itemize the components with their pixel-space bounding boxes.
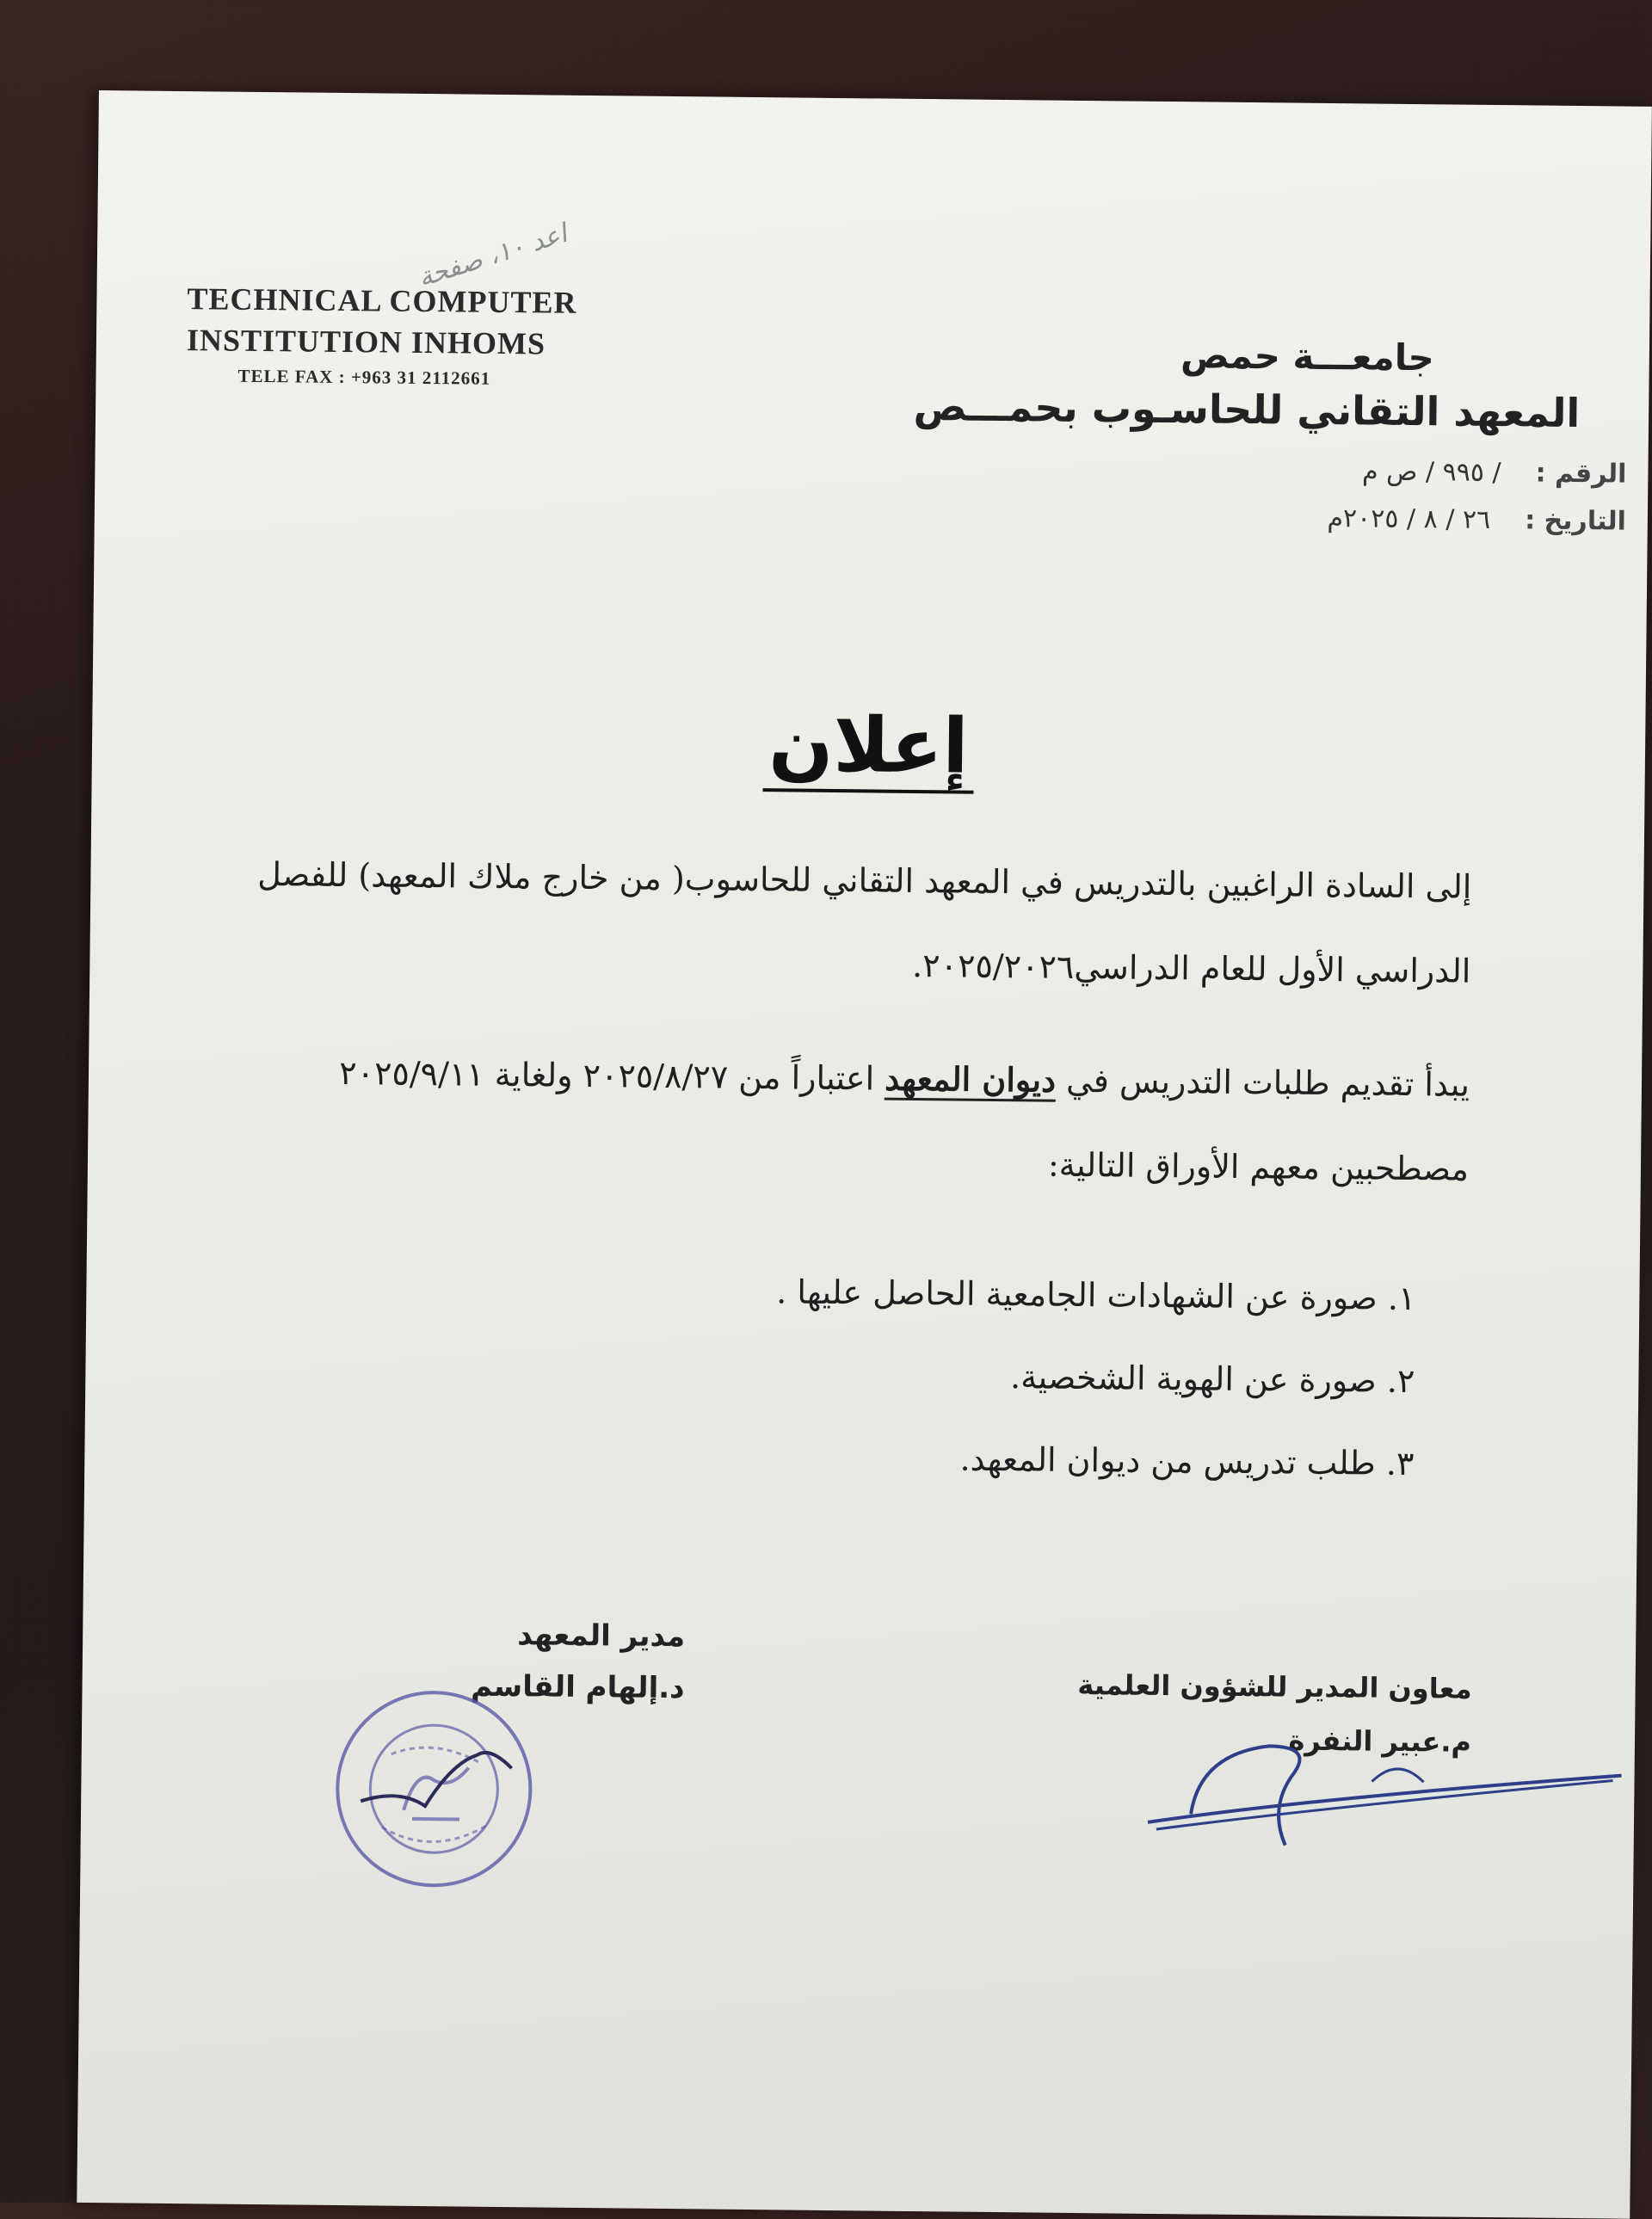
title-text: إعلان (763, 700, 974, 794)
director-name: د.إلهام القاسم (470, 1668, 685, 1706)
list-item: ٢. صورة عن الهوية الشخصية. (1009, 1358, 1415, 1401)
director-title: مدير المعهد (517, 1618, 686, 1655)
letterhead-line1: TECHNICAL COMPUTER (187, 281, 577, 320)
deputy-handwritten-signature (1139, 1719, 1652, 1853)
announcement-document (77, 90, 1652, 2219)
requirements-list (774, 1250, 1416, 1505)
letterhead-line2: INSTITUTION INHOMS (186, 323, 546, 361)
document-title (92, 693, 1646, 798)
reference-label: الرقم : (1535, 458, 1627, 490)
list-item: ١. صورة عن الشهادات الجامعية الحاصل عليها . (776, 1273, 1416, 1318)
pencil-note: اعد ١٠، صفحة (414, 218, 571, 293)
date-label: التاريخ : (1525, 505, 1627, 537)
list-item: ٣. طلب تدريس من ديوان المعهد. (959, 1439, 1415, 1483)
deputy-name: م.عبير النفرة (1288, 1723, 1472, 1759)
institute-name: المعهد التقاني للحاسـوب بحمـــص (913, 382, 1581, 437)
deputy-title: معاون المدير للشؤون العلمية (1077, 1668, 1472, 1705)
english-letterhead (186, 280, 669, 391)
paragraph2-after: اعتباراً من ٢٠٢٥/٨/٢٧ ولغاية ٢٠٢٥/٩/١١ مصطحبين معهم الأوراق التالية: (339, 1053, 1470, 1188)
paragraph2-before: يبدأ تقديم طلبات التدريس في (1055, 1061, 1470, 1104)
paragraph2-emphasis: ديوان المعهد (885, 1059, 1056, 1102)
official-seal-stamp (330, 1685, 556, 1911)
date-value: ٢٦ / ٨ / ٢٠٢٥م (1327, 502, 1491, 535)
university-name: جامعـــة حمص (1180, 334, 1435, 379)
letterhead-phone: TELE FAX : +963 31 2112661 (237, 365, 491, 389)
paragraph-application-period (221, 1030, 1470, 1211)
document-date (1327, 503, 1626, 537)
paragraph-addressees: إلى السادة الراغبين بالتدريس في المعهد التقاني للحاسوب( من خارج ملاك المعهد) للفصل الدراسي الأول للعام الدراسي٢٠٢٥/٢٠٢٦. (256, 854, 1472, 990)
reference-number (1362, 456, 1627, 489)
reference-value: / ٩٩٥ / ص م (1361, 456, 1501, 489)
